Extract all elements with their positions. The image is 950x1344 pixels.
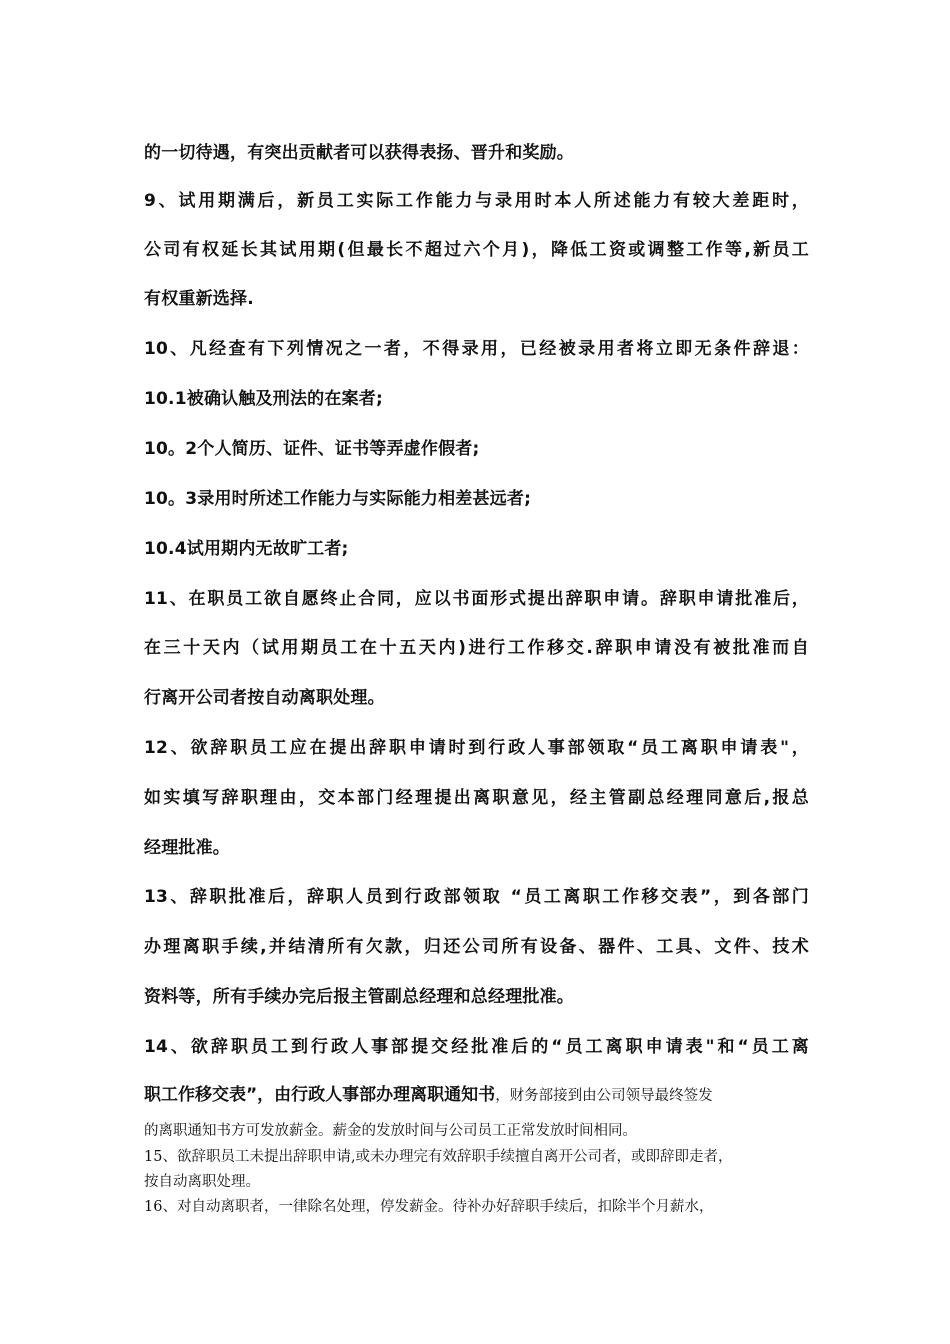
paragraph-line: 公司有权延长其试用期(但最长不超过六个月)，降低工资或调整工作等,新员工 bbox=[144, 240, 809, 260]
paragraph-line: 在三十天内（试用期员工在十五天内)进行工作移交.辞职申请没有被批准而自 bbox=[144, 638, 809, 658]
paragraph-line: 12、欲辞职员工应在提出辞职申请时到行政人事部领取“员工离职申请表"， bbox=[144, 738, 809, 758]
paragraph-line: 资料等，所有手续办完后报主管副总经理和总经理批准。 bbox=[144, 987, 574, 1007]
paragraph-line: 办理离职手续,并结清所有欠款，归还公司所有设备、器件、工具、文件、技术 bbox=[144, 937, 809, 957]
paragraph-line: 10。2个人简历、证件、证书等弄虚作假者; bbox=[144, 439, 480, 459]
paragraph-line: 行离开公司者按自动离职处理。 bbox=[144, 688, 385, 708]
paragraph-line: 11、在职员工欲自愿终止合同，应以书面形式提出辞职申请。辞职申请批准后， bbox=[144, 589, 809, 609]
bold-segment: 职工作移交表”，由行政人事部办理离职通知书 bbox=[144, 1085, 496, 1105]
paragraph-line: 如实填写辞职理由，交本部门经理提出离职意见，经主管副总经理同意后,报总 bbox=[144, 788, 809, 808]
paragraph-line: 16、对自动离职者，一律除名处理，停发薪金。待补办好辞职手续后，扣除半个月薪水， bbox=[144, 1199, 714, 1215]
paragraph-line: 10.4试用期内无故旷工者; bbox=[144, 539, 349, 559]
paragraph-line: 14、欲辞职员工到行政人事部提交经批准后的“员工离职申请表"和“员工离 bbox=[144, 1037, 809, 1057]
paragraph-line: 的离职通知书方可发放薪金。薪金的发放时间与公司员工正常发放时间相同。 bbox=[144, 1123, 637, 1139]
paragraph-line: 13、辞职批准后，辞职人员到行政部领取 “员工离职工作移交表”，到各部门 bbox=[144, 887, 809, 907]
paragraph-line: 10、凡经查有下列情况之一者，不得录用，已经被录用者将立即无条件辞退： bbox=[144, 339, 809, 359]
normal-segment: ，财务部接到由公司领导最终签发 bbox=[495, 1088, 713, 1104]
paragraph-line: 10。3录用时所述工作能力与实际能力相差甚远者; bbox=[144, 489, 532, 509]
mixed-paragraph-line bbox=[144, 1084, 809, 1107]
paragraph-line: 有权重新选择. bbox=[144, 289, 254, 309]
paragraph-line: 15、欲辞职员工未提出辞职申请,或未办理完有效辞职手续擅自离开公司者，或即辞即走者， bbox=[144, 1149, 733, 1165]
paragraph-line: 的一切待遇，有突出贡献者可以获得表扬、晋升和奖励。 bbox=[144, 143, 574, 163]
paragraph-line: 按自动离职处理。 bbox=[144, 1174, 260, 1190]
paragraph-line: 10.1被确认触及刑法的在案者; bbox=[144, 389, 383, 409]
paragraph-line: 经理批准。 bbox=[144, 838, 230, 858]
paragraph-line: 9、试用期满后，新员工实际工作能力与录用时本人所述能力有较大差距时， bbox=[144, 191, 809, 211]
